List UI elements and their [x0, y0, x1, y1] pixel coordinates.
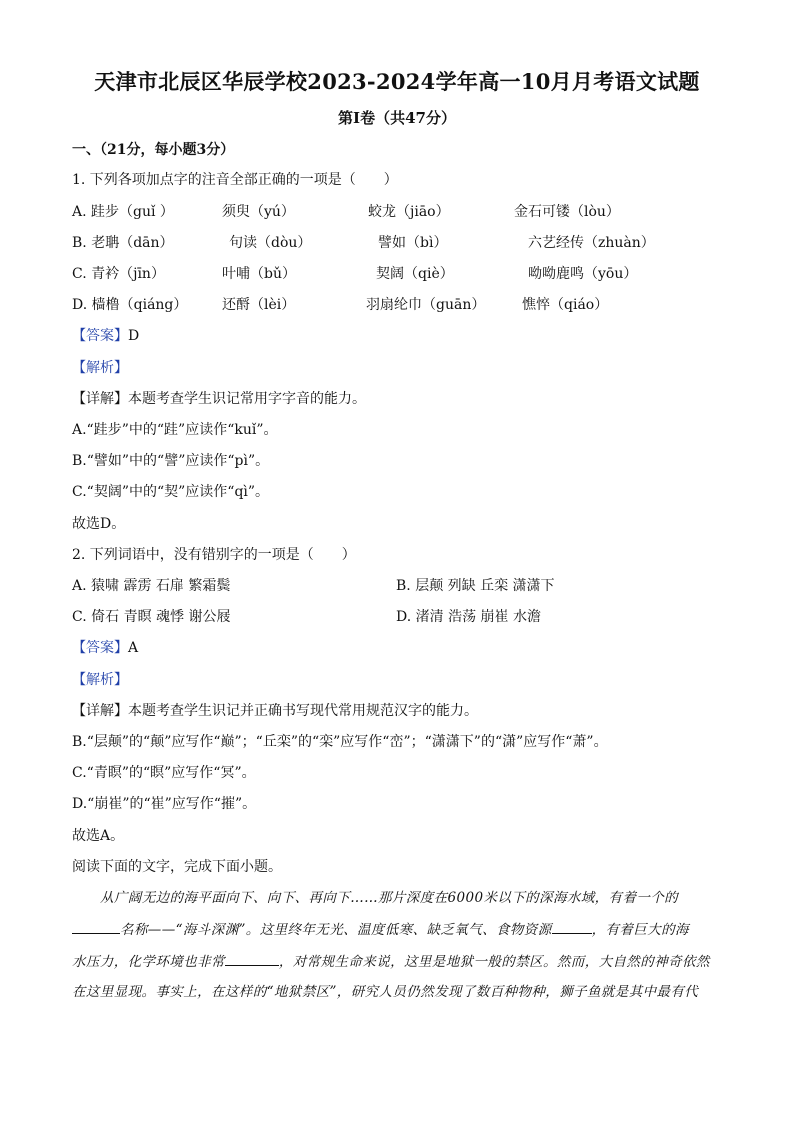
detail-text: 本题考查学生识记并正确书写现代常用规范汉字的能力。 — [128, 703, 478, 719]
analysis-tag: 【解析】 — [72, 672, 128, 688]
section-heading: 一、（21分，每小题3分） — [72, 142, 235, 158]
option-cell: 还酹（lèi） — [222, 297, 296, 313]
option-cell: B. 老聃（dān） — [72, 235, 174, 251]
option-cell: A. 跬步（guǐ ） — [72, 204, 174, 220]
passage-line: 在这里显现。事实上，在这样的“地狱禁区”，研究人员仍然发现了数百种物种，狮子鱼就是其中最有代 — [72, 984, 699, 1000]
answer-tag: 【答案】 — [72, 328, 128, 344]
detail-text: 本题考查学生识记常用字字音的能力。 — [128, 391, 366, 407]
answer-value: A — [128, 640, 139, 656]
passage-line — [72, 951, 722, 972]
passage-text: ，有着巨大的海 — [591, 922, 689, 938]
passage-line — [72, 919, 722, 940]
analysis-line — [72, 670, 128, 690]
passage-text: 水压力，化学环境也非常 — [72, 954, 225, 970]
option-cell: D. 渚清 浩荡 崩崔 水澹 — [396, 609, 541, 625]
option-cell: 叶哺（bǔ） — [222, 266, 296, 282]
option-cell: 须臾（yú） — [222, 204, 295, 220]
answer-value: D — [128, 328, 140, 344]
analysis-line — [72, 358, 128, 378]
conclusion-line: 故选A。 — [72, 828, 125, 844]
option-cell: 憔悴（qiáo） — [522, 297, 609, 313]
answer-line — [72, 638, 138, 658]
explanation-line: A.“跬步”中的“跬”应读作“kuǐ”。 — [72, 422, 278, 438]
detail-line — [72, 701, 478, 721]
explanation-line: B.“譬如”中的“譬”应读作“pì”。 — [72, 453, 270, 469]
reading-intro: 阅读下面的文字，完成下面小题。 — [72, 859, 282, 875]
passage-text: ，对常规生命来说，这里是地狱一般的禁区。然而，大自然的神奇依然 — [278, 954, 710, 970]
question-1-stem: 1. 下列各项加点字的注音全部正确的一项是（ ） — [72, 172, 398, 188]
option-cell: B. 层颠 列缺 丘栾 潇潇下 — [396, 578, 555, 594]
fill-blank — [225, 951, 279, 966]
answer-line — [72, 326, 139, 346]
fill-blank — [552, 919, 592, 934]
passage-text: 名称——“海斗深渊”。这里终年无光、温度低寒、缺乏氧气、食物资源 — [120, 922, 552, 938]
passage-line: 从广阔无边的海平面向下、向下、再向下……那片深度在6000米以下的深海水域，有着一个的 — [100, 890, 679, 906]
option-cell: 句读（dòu） — [229, 235, 312, 251]
explanation-line: C.“青瞑”的“瞑”应写作“冥”。 — [72, 765, 256, 781]
detail-tag: 【详解】 — [72, 703, 128, 719]
analysis-tag: 【解析】 — [72, 360, 128, 376]
option-cell: 呦呦鹿鸣（yōu） — [528, 266, 638, 282]
explanation-line: B.“层颠”的“颠”应写作“巅”；“丘栾”的“栾”应写作“峦”；“潇潇下”的“潇”应写作“萧”。 — [72, 734, 608, 750]
option-cell: 蛟龙（jiāo） — [368, 204, 450, 220]
page-title: 天津市北辰区华辰学校2023-2024学年高一10月月考语文试题 — [94, 69, 700, 94]
option-cell: 契阔（qiè） — [376, 266, 454, 282]
option-cell: 金石可镂（lòu） — [514, 204, 620, 220]
answer-tag: 【答案】 — [72, 640, 128, 656]
option-cell: 六艺经传（zhuàn） — [528, 235, 655, 251]
option-cell: 譬如（bì） — [378, 235, 448, 251]
fill-blank — [72, 919, 120, 934]
question-2-stem: 2. 下列词语中，没有错别字的一项是（ ） — [72, 547, 356, 563]
explanation-line: D.“崩崔”的“崔”应写作“摧”。 — [72, 796, 257, 812]
option-cell: D. 樯橹（qiáng） — [72, 297, 188, 313]
option-cell: C. 倚石 青瞑 魂悸 谢公屐 — [72, 609, 231, 625]
page-subtitle: 第Ⅰ卷（共47分） — [338, 109, 456, 127]
explanation-line: C.“契阔”中的“契”应读作“qì”。 — [72, 484, 270, 500]
option-cell: 羽扇纶巾（guān） — [366, 297, 486, 313]
conclusion-line: 故选D。 — [72, 516, 126, 532]
detail-tag: 【详解】 — [72, 391, 128, 407]
option-cell: C. 青衿（jīn） — [72, 266, 165, 282]
option-cell: A. 猿啸 霹雳 石扉 繁霜鬓 — [72, 578, 231, 594]
detail-line — [72, 389, 366, 409]
